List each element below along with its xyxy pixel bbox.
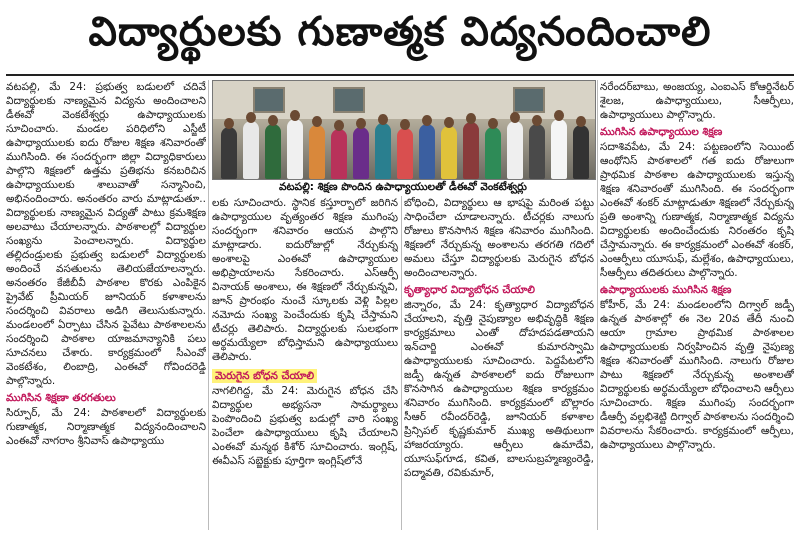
group-photo-image xyxy=(212,80,596,180)
photo-person xyxy=(309,125,325,179)
photo-person xyxy=(419,124,435,179)
photo-person xyxy=(485,127,501,179)
photo-person xyxy=(507,121,523,179)
photo-head xyxy=(444,117,454,128)
article-column-4 xyxy=(600,80,794,530)
article-paragraph: వటపల్లి, మే 24: ప్రభుత్వ బడులలో చదివే విద్యార్థులకు నాణ్యమైన విద్యను అందించాలని డీఈవో వెంకటేశ్వర్లు ఉపాధ్యాయులకు సూచించారు. మండల పరిధిలోని ఎస్జీటీ ఉపాధ్యాయులకు ఐదు రోజుల శిక్షణ శనివారంతో ముగిసింది. ఈ సందర్భంగా జిల్లా విద్యాధికారులు పాల్గొని శిక్షణలో ఉత్తమ ప్రతిభను కనబరిచిన ఉపాధ్యాయులకు శాలువాతో సన్మానించి, అభినందించారు. అనంతరం వారు మాట్లాడుతూ.. విద్యార్థులకు నాణ్యమైన విద్యతో పాటు క్రమశిక్షణ అలవాటు చేయాలన్నారు. పాఠశాలల్లో విద్యార్థుల సంఖ్యను పెంచాలన్నారు. విద్యార్థుల తల్లిదండ్రులకు ప్రభుత్వ బడులలో విద్యార్థులకు అందించే వసతులను తెలియజేయాలన్నారు. అనంతరం కేజీబీవీ పాఠశాల కొరకు ఎంపికైన ప్రైవేట్ ప్రీమియర్ జూనియర్ కళాశాలను సందర్శించి వివరాలు అడిగి తెలుసుకున్నారు. మండలంలో ఏర్పాటు చేసిన పైవేటు పాఠశాలలను సందర్శించి పాఠశాల యాజమాన్యానికి పలు సూచనలు చేశారు. కార్యక్రమంలో సీఎంవో వెంకటేశం, లింబాద్రి, ఎంఈవో గోవిందరెడ్డి పాల్గొన్నారు. xyxy=(6,81,206,387)
subheading: ముగిసిన శిక్షణా తరగతులు xyxy=(6,392,116,404)
article-paragraph: జిన్నారం, మే 24: కృత్యాధార విద్యాబోధన చేయాలని, వృత్తి నైపుణ్యాల అభివృద్ధికి శిక్షణ కార్యక్రమాలు ఎంతో దోహదపడతాయని ఇన్‌చార్జి ఎంఈవో కుమారస్వామి ఉపాధ్యాయులకు సూచించారు. పెద్దపేటలోని జడ్పీ ఉన్నత పాఠశాలలో ఐదు రోజులుగా కొనసాగిన ఉపాధ్యాయుల శిక్షణ కార్యక్రమం శనివారం ముగిసింది. కార్యక్రమంలో బొల్లారం సీఆర్ రవీందర్‌రెడ్డి, జూనియర్ కళాశాల ప్రిన్సిపల్ కృష్ణకుమార్ ముఖ్య అతిథులుగా హాజరయ్యారు. ఆర్పీలు ఉమాదేవి, యూసుఫ్‌గూడ, కవిత, బాలసుబ్రహ్మణ్యంరెడ్డి, పద్మావతి, రవికుమార్, xyxy=(404,299,594,479)
article-paragraph: సదాశివపేట, మే 24: పట్టణంలోని సెయింట్ ఆంథోనిస్ పాఠశాలలో గత ఐదు రోజులుగా ప్రాథమిక పాఠశాల ఉపాధ్యాయులకు ఇస్తున్న శిక్షణ శనివారంతో ముగిసింది. ఈ సందర్భంగా ఎంఈవో శంకర్ మాట్లాడుతూ శిక్షణలో నేర్చుకున్న ప్రతి అంశాన్ని గుణాత్మక, నిర్మాణాత్మక విద్యను విద్యార్థులకు అందించేందుకు నిరంతరం కృషి చేస్తామన్నారు. ఈ కార్యక్రమంలో ఎంఈవో శంకర్, ఎంఆర్పీలు యూసుఫ్, మల్లేశం, ఉపాధ్యాయులు, సీఆర్పీలు తదితరులు పాల్గొన్నారు. xyxy=(600,141,794,279)
photo-head xyxy=(312,116,322,127)
article-paragraph: బోధించి, విద్యార్థులు ఆ భాషపై మరింత పట్టు సాధించేలా చూడాలన్నారు. టీచర్లకు నాలుగు రోజులు కొనసాగిన శిక్షణ శనివారం ముగిసింది. శిక్షణలో నేర్చుకున్న అంశాలను తరగతి గదిలో అమలు చేస్తూ విద్యార్థులకు మెరుగైన బోధన అందించాలన్నారు. xyxy=(404,197,594,279)
photo-person xyxy=(221,127,237,179)
photo-head xyxy=(510,112,520,123)
photo-head xyxy=(400,119,410,130)
article-paragraph: కోహీర్, మే 24: మండలంలోని దిగ్వాల్ జడ్పీ ఉన్నత పాఠశాల్లో ఈ నెల 20వ తేదీ నుంచి ఆయా గ్రామాల ప్రాథమిక పాఠశాలల ఉపాధ్యాయులకు నిర్వహించిన వృత్తి నైపుణ్య శిక్షణ శనివారంతో ముగిసింది. నాలుగు రోజుల పాటు శిక్షణలో నేర్చుకున్న అంశాలతో విద్యార్థులకు అర్థమయ్యేలా బోధించాలని ఆర్పీలు సూచించారు. శిక్షణ ముగింపు సందర్భంగా డీఆర్పీ వల్లభిశెట్టి దిగ్వాల్ పాఠశాలను సందర్శించి వివరాలను సేకరించారు. కార్యక్రమంలో ఆర్పీలు, ఉపాధ్యాయులు పాల్గొన్నారు. xyxy=(600,299,794,451)
photo-head xyxy=(422,115,432,126)
photo-head xyxy=(554,110,564,121)
photo-head xyxy=(268,115,278,126)
photo-person xyxy=(529,124,545,179)
article-paragraph: లకు సూచించారు. స్థానిక కస్తూర్బాలో జరిగిన ఉపాధ్యాయుల వృత్యంతర శిక్షణ ముగింపు సందర్భంగా శనివారం ఆయన పాల్గొని మాట్లాడారు. ఐదురోజుల్లో నేర్చుకున్న అంశాలపై ఎంఈవో ఉపాధ్యాయుల అభిప్రాయాలను సేకరించారు. ఎస్ఆర్పీ వినాయక్ అంశాలు, ఈ శిక్షణలో నేర్చుకున్నవి, జూన్ ప్రారంభం నుంచే స్కూలకు వెళ్లి పిల్లల నమోదు సంఖ్య పెంచేందుకు కృషి చేస్తామని టీచర్లు తెలిపారు. విద్యార్థులకు సులభంగా అర్థమయ్యేలా బోధిస్తామని ఉపాధ్యాయులు తెలిపారు. xyxy=(212,197,398,363)
photo-person xyxy=(265,124,281,179)
photo-window xyxy=(333,87,365,113)
photo-head xyxy=(576,116,586,127)
photo-person xyxy=(441,126,457,179)
photo-head xyxy=(378,114,388,125)
photo-head xyxy=(488,118,498,129)
photo-person xyxy=(397,128,413,179)
column-divider xyxy=(208,80,209,530)
column-divider xyxy=(401,196,402,530)
photo-person xyxy=(551,119,567,179)
photo-head xyxy=(290,110,300,121)
article-paragraph: నాగలిగిద్ద, మే 24: మెరుగైన బోధన చేసి విద్యార్థుల అభ్యసనా సామర్థ్యాలు పెంపొందించి ప్రభుత్వ బడుల్లో వారి సంఖ్య పెంచేలా ఉపాధ్యాయులు కృషి చేయాలని ఎంఈవో మన్మథ కిశోర్ సూచించారు. ఇంగ్లిష్, ఈవీఎస్ సబ్జెక్టుకు పూర్తిగా ఇంగ్లిష్‌లోనే xyxy=(212,385,398,467)
photo-window xyxy=(253,87,285,113)
subheading: మెరుగైన బోధన చేయాలి xyxy=(212,369,317,383)
headline-rule xyxy=(6,74,794,76)
article-column-1 xyxy=(6,80,206,530)
photo-person xyxy=(331,129,347,179)
headline: విద్యార్థులకు గుణాత్మక విద్యనందించాలి xyxy=(88,9,712,55)
photo-head xyxy=(356,118,366,129)
article-column-2 xyxy=(212,196,398,530)
article-paragraph: నరేందర్‌బాబు, అంజయ్య, ఎంఐఎస్ కోఆర్డినేటర్ శైలజ, ఉపాధ్యాయులు, సీఆర్పీలు, ఉపాధ్యాయులు పాల్గొన్నారు. xyxy=(600,81,794,121)
article-column-3 xyxy=(404,196,594,530)
photo-head xyxy=(466,113,476,124)
article-paragraph: సిర్పూర్, మే 24: పాఠశాలలో విద్యార్థులకు గుణాత్మక, నిర్మాణాత్మక విద్యనందించాలని ఎంఈవో నాగరాం శ్రీనివాస్ ఉపాధ్యాయు xyxy=(6,407,206,447)
subheading: కృత్యాధార విద్యాబోధన చేయాలి xyxy=(404,284,535,296)
photo-head xyxy=(246,112,256,123)
photo-person xyxy=(287,119,303,179)
photo-person xyxy=(375,123,391,179)
photo-window xyxy=(513,87,545,113)
photo-head xyxy=(224,118,234,129)
photo-person xyxy=(463,122,479,179)
photo-caption: వటపల్లి: శిక్షణ పొందిన ఉపాధ్యాయులతో డీఈవో వెంకటేశ్వర్లు xyxy=(279,181,527,193)
column-divider xyxy=(597,80,598,530)
subheading: ఉపాధ్యాయులకు ముగిసిన శిక్షణ xyxy=(600,284,732,296)
photo-person xyxy=(353,127,369,179)
photo-person xyxy=(243,121,259,179)
photo-head xyxy=(334,120,344,131)
subheading: ముగిసిన ఉపాధ్యాయుల శిక్షణ xyxy=(600,126,723,138)
photo-head xyxy=(532,115,542,126)
photo-person xyxy=(573,125,589,179)
